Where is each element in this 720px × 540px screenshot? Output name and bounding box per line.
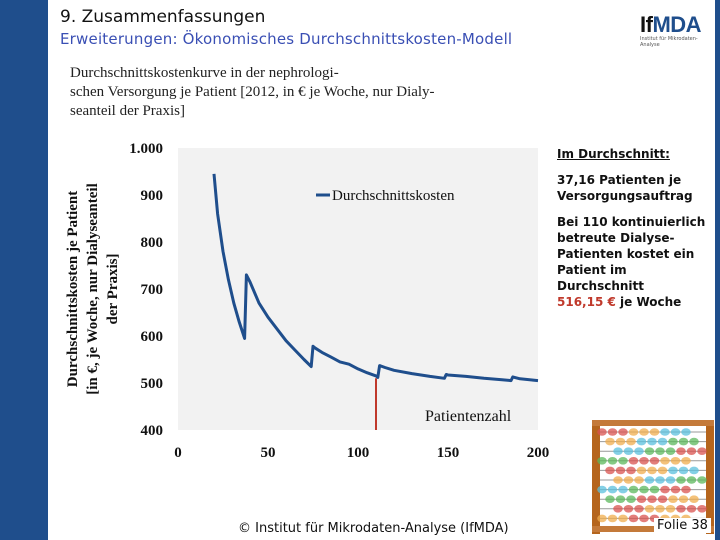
slide-title: 9. Zusammenfassungen	[60, 7, 266, 27]
summary-cost-suffix: je Woche	[615, 295, 682, 309]
summary-patients-per-mandate: 37,16 Patienten je Versorgungsauftrag	[557, 173, 693, 203]
footer-copyright: © Institut für Mikrodaten-Analyse (IfMDA)	[238, 521, 509, 536]
x-tick-labels	[174, 445, 549, 461]
y-tick-label: 900	[140, 188, 163, 204]
x-tick-label: 50	[260, 445, 276, 461]
slide-number: Folie 38	[654, 518, 711, 533]
x-axis-label: Patientenzahl	[425, 408, 512, 425]
y-axis-label-line: [in €, je Woche, nur Dialyseanteil	[85, 183, 101, 395]
y-tick-label: 400	[140, 423, 163, 439]
y-tick-label: 800	[140, 235, 163, 251]
y-tick-label: 700	[140, 282, 163, 298]
caption-line: Durchschnittskostenkurve in der nephrologi-	[70, 65, 339, 81]
summary-cost-statement: Bei 110 kontinuierlich betreute Dialyse-Patienten kostet ein Patient im Durchschnitt 516,15 € je Woche	[557, 215, 706, 309]
x-tick-label: 150	[436, 445, 460, 461]
caption-line: seanteil der Praxis]	[70, 103, 185, 119]
logo-tagline: Institut für Mikrodaten-Analyse	[640, 36, 698, 48]
y-axis-label-line: Durchschnittskosten je Patient	[65, 190, 81, 388]
y-tick-label: 600	[140, 329, 163, 345]
y-tick-label: 1.000	[129, 141, 163, 157]
y-axis-label-line: der Praxis]	[105, 253, 121, 325]
x-tick-label: 100	[346, 445, 370, 461]
x-tick-label: 0	[174, 445, 182, 461]
logo-wordmark: IfMDA	[640, 12, 702, 37]
y-tick-label: 500	[140, 376, 163, 392]
legend-label: Durchschnittskosten	[332, 188, 455, 204]
y-axis-label	[65, 183, 121, 395]
summary-cost-value: 516,15 €	[557, 295, 616, 309]
y-tick-labels	[129, 141, 163, 439]
slide-subtitle: Erweiterungen: Ökonomisches Durchschnittskosten-Modell	[60, 30, 513, 48]
summary-panel	[557, 146, 707, 320]
caption-line: schen Versorgung je Patient [2012, in € je Woche, nur Dialy-	[70, 84, 435, 100]
x-tick-label: 200	[526, 445, 550, 461]
summary-heading: Im Durchschnitt:	[557, 147, 670, 161]
